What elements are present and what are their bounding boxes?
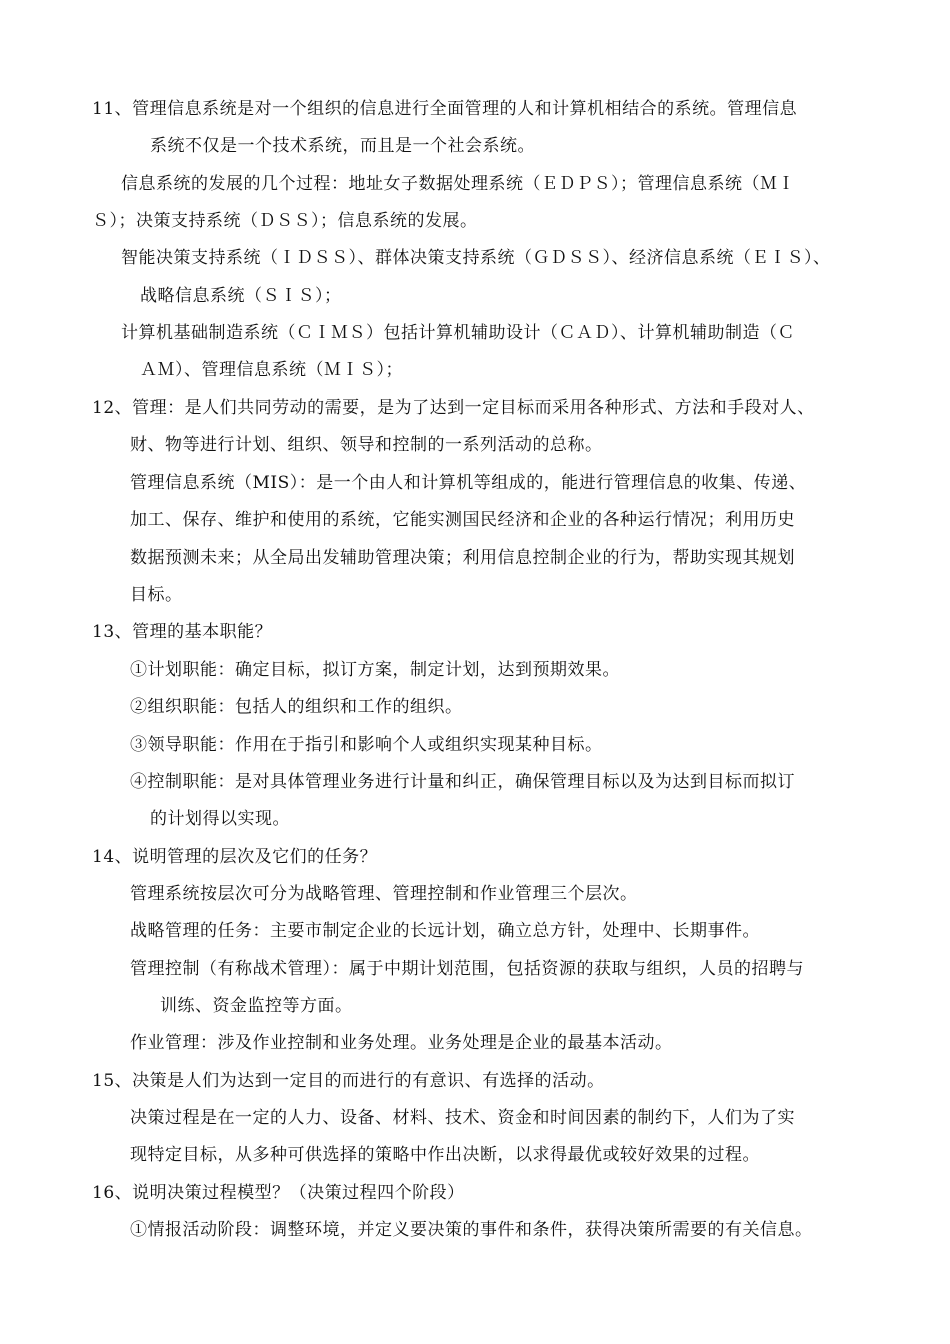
q14-line-2: 管理系统按层次可分为战略管理、管理控制和作业管理三个层次。 xyxy=(130,884,638,904)
q14-line-6: 作业管理：涉及作业控制和业务处理。业务处理是企业的最基本活动。 xyxy=(130,1033,673,1053)
q13-line-3: ②组织职能：包括人的组织和工作的组织。 xyxy=(130,697,463,717)
q12-line-1: 12、管理：是人们共同劳动的需要，是为了达到一定目标而采用各种形式、方法和手段对人、 xyxy=(92,398,815,418)
q15-line-2: 决策过程是在一定的人力、设备、材料、技术、资金和时间因素的制约下，人们为了实 xyxy=(130,1108,795,1128)
q11-line-4: Ｓ）；决策支持系统（ＤＳＳ）；信息系统的发展。 xyxy=(92,211,478,231)
q15-line-1: 15、决策是人们为达到一定目的而进行的有意识、有选择的活动。 xyxy=(92,1071,605,1091)
q11-line-7: 计算机基础制造系统（ＣＩＭＳ）包括计算机辅助设计（ＣＡＤ）、计算机辅助制造（Ｃ xyxy=(121,323,795,343)
q14-line-3: 战略管理的任务：主要市制定企业的长远计划，确立总方针，处理中、长期事件。 xyxy=(130,921,760,941)
q14-line-1: 14、说明管理的层次及它们的任务？ xyxy=(92,847,378,867)
q12-line-2: 财、物等进行计划、组织、领导和控制的一系列活动的总称。 xyxy=(130,435,603,455)
q11-line-5: 智能决策支持系统（ＩＤＳＳ）、群体决策支持系统（ＧＤＳＳ）、经济信息系统（ＥＩＳ）、 xyxy=(121,248,831,268)
q11-line-2: 系统不仅是一个技术系统，而且是一个社会系统。 xyxy=(150,136,535,156)
q14-line-5: 训练、资金监控等方面。 xyxy=(160,996,353,1016)
q11-line-3: 信息系统的发展的几个过程：地址女子数据处理系统（ＥＤＰＳ）；管理信息系统（ＭＩ xyxy=(121,174,795,194)
q14-line-4: 管理控制（有称战术管理）：属于中期计划范围，包括资源的获取与组织，人员的招聘与 xyxy=(130,959,804,979)
q16-line-1: 16、说明决策过程模型？（决策过程四个阶段） xyxy=(92,1183,465,1203)
q13-line-4: ③领导职能：作用在于指引和影响个人或组织实现某种目标。 xyxy=(130,735,603,755)
q12-line-6: 目标。 xyxy=(130,585,183,605)
q16-line-2: ①情报活动阶段：调整环境，并定义要决策的事件和条件，获得决策所需要的有关信息。 xyxy=(130,1220,813,1240)
q11-line-1: 11、管理信息系统是对一个组织的信息进行全面管理的人和计算机相结合的系统。管理信息 xyxy=(92,99,798,119)
q12-line-4: 加工、保存、维护和使用的系统，它能实测国民经济和企业的各种运行情况；利用历史 xyxy=(130,510,795,530)
q12-line-5: 数据预测未来；从全局出发辅助管理决策；利用信息控制企业的行为，帮助实现其规划 xyxy=(130,548,795,568)
q13-line-6: 的计划得以实现。 xyxy=(150,809,290,829)
q11-line-6: 战略信息系统（ＳＩＳ）； xyxy=(140,286,342,306)
q13-line-2: ①计划职能：确定目标，拟订方案，制定计划，达到预期效果。 xyxy=(130,660,620,680)
q15-line-3: 现特定目标，从多种可供选择的策略中作出决断，以求得最优或较好效果的过程。 xyxy=(130,1145,760,1165)
q11-line-8: ＡＭ）、管理信息系统（ＭＩＳ）； xyxy=(140,360,403,380)
q13-line-1: 13、管理的基本职能？ xyxy=(92,622,273,642)
q13-line-5: ④控制职能：是对具体管理业务进行计量和纠正，确保管理目标以及为达到目标而拟订 xyxy=(130,772,795,792)
q12-line-3: 管理信息系统（MIS）：是一个由人和计算机等组成的，能进行管理信息的收集、传递、 xyxy=(130,473,807,493)
